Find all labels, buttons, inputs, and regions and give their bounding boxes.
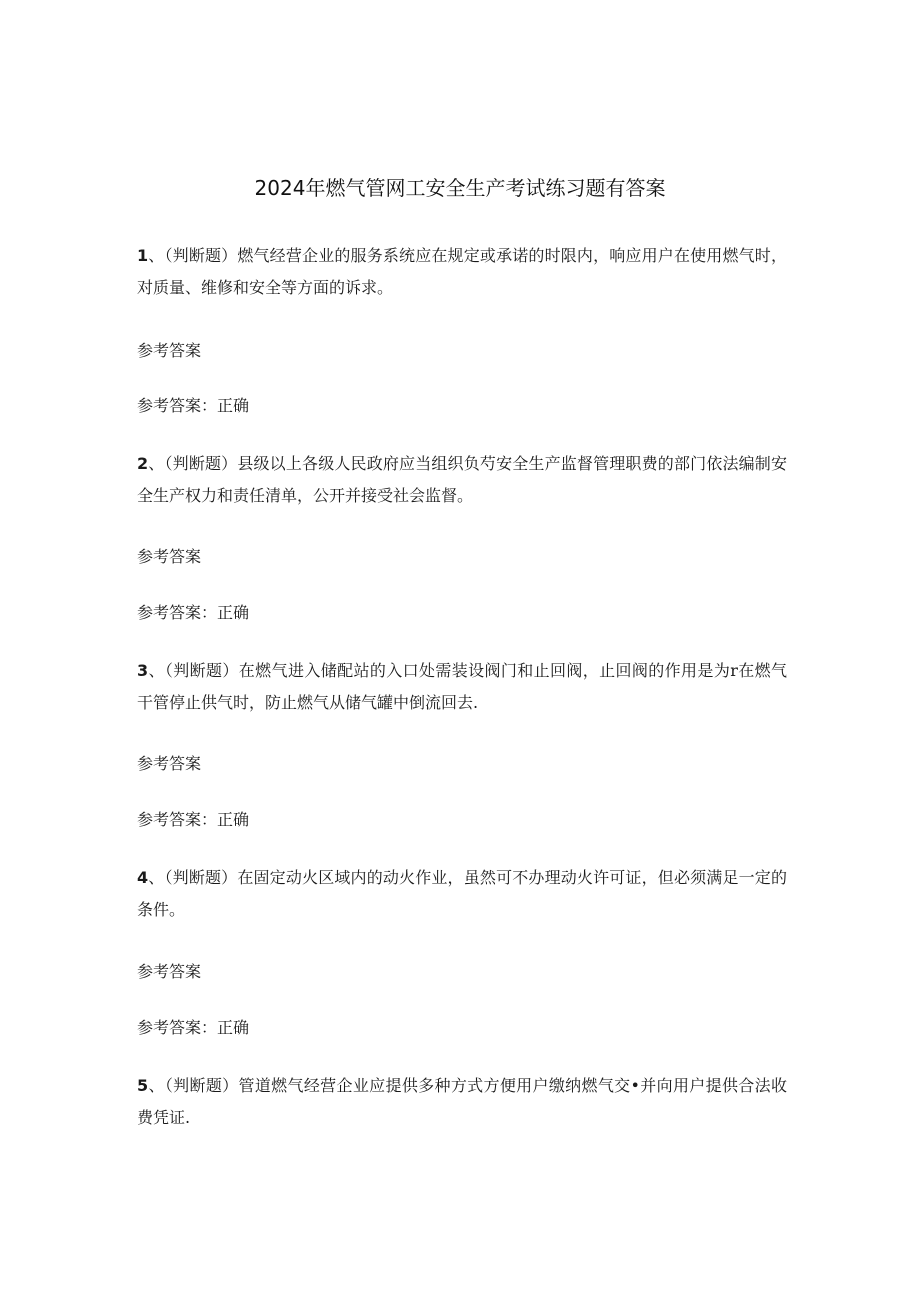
- question-3: [137, 655, 787, 719]
- question-2: [137, 448, 787, 512]
- reference-heading: 参考答案: [137, 547, 202, 566]
- question-number: 1: [137, 246, 149, 265]
- question-text: （判断题）县级以上各级人民政府应当组织负芍安全生产监督管理职费的部门依法编制安全生产权力和责任清单，公开并接受社会监督。: [137, 454, 787, 505]
- reference-answer: 参考答案：正确: [137, 1018, 250, 1037]
- question-text: （判断题）在固定动火区域内的动火作业，虽然可不办理动火许可证，但必须满足一定的条件。: [137, 868, 787, 919]
- question-number: 2: [137, 454, 149, 473]
- document-title: 2024年燃气管网工安全生产考试练习题有答案: [254, 176, 666, 200]
- question-separator: 、: [148, 454, 165, 473]
- question-separator: 、: [148, 661, 165, 680]
- question-text: （判断题）燃气经营企业的服务系统应在规定或承诺的时限内，响应用户在使用燃气时，对质量、维修和安全等方面的诉求。: [137, 246, 787, 297]
- reference-heading: 参考答案: [137, 962, 202, 981]
- question-text: （判断题）在燃气进入储配站的入口处需装设阀门和止回阀，止回阀的作用是为r在燃气干管停止供气时，防止燃气从储气罐中倒流回去.: [137, 661, 787, 712]
- question-separator: 、: [148, 246, 165, 265]
- question-text: （判断题）管道燃气经营企业应提供多种方式方便用户缴纳燃气交•并向用户提供合法收费凭证.: [137, 1076, 787, 1127]
- question-number: 3: [137, 661, 149, 680]
- reference-answer: 参考答案：正确: [137, 603, 250, 622]
- question-number: 4: [137, 868, 149, 887]
- reference-answer: 参考答案：正确: [137, 396, 250, 415]
- question-5: [137, 1070, 787, 1134]
- reference-heading: 参考答案: [137, 754, 202, 773]
- question-number: 5: [137, 1076, 149, 1095]
- question-1: [137, 240, 787, 304]
- reference-heading: 参考答案: [137, 341, 202, 360]
- reference-answer: 参考答案：正确: [137, 810, 250, 829]
- question-4: [137, 862, 787, 926]
- question-separator: 、: [148, 868, 165, 887]
- question-separator: 、: [148, 1076, 165, 1095]
